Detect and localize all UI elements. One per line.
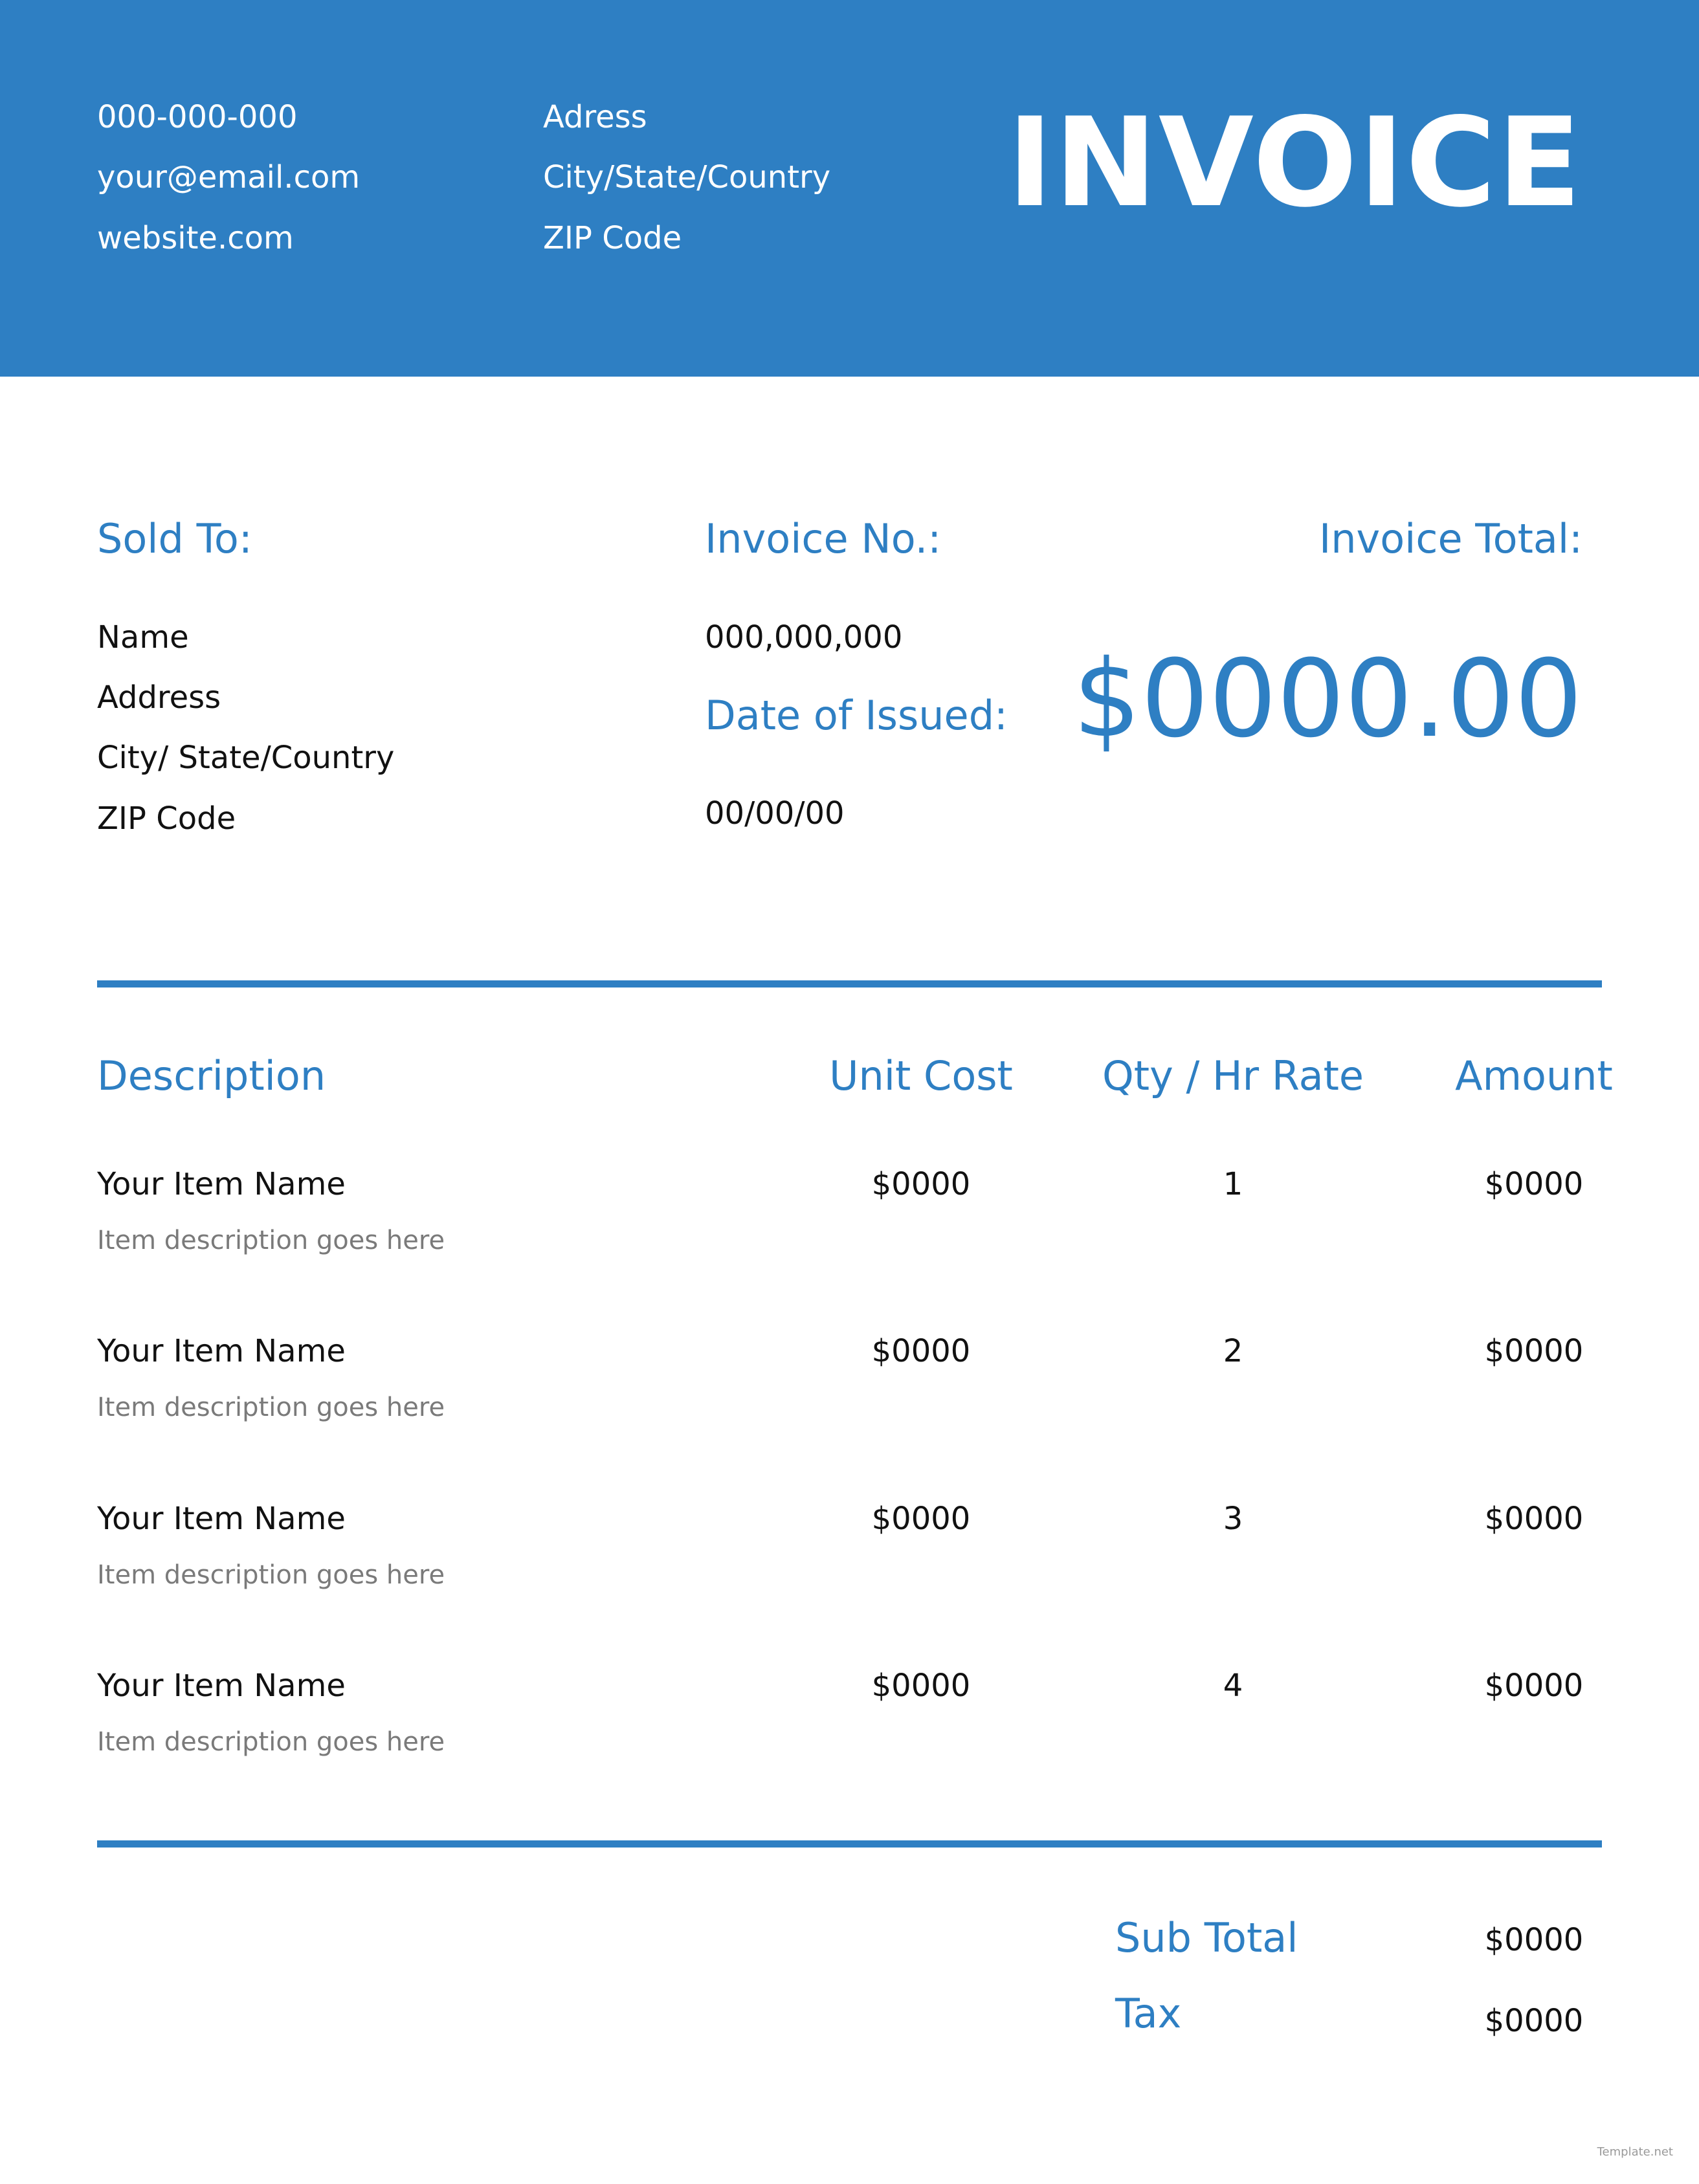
table-row-qty: 2 [1223,1333,1243,1369]
sold-to-city: City/ State/Country [97,740,395,776]
table-row-item-description: Item description goes here [97,1727,445,1757]
column-header-amount: Amount [1455,1052,1613,1099]
invoice-title: INVOICE [1007,91,1582,234]
table-row-unit-cost: $0000 [871,1166,971,1202]
table-row-amount: $0000 [1484,1668,1584,1704]
table-row-item-name: Your Item Name [97,1333,346,1369]
header-website: website.com [97,220,294,256]
table-row-qty: 4 [1223,1668,1243,1704]
tax-label: Tax [1115,1990,1182,2037]
table-row-qty: 3 [1223,1501,1243,1537]
date-issued: 00/00/00 [705,795,845,832]
table-row-item-name: Your Item Name [97,1501,346,1537]
watermark: Template.net [1597,2145,1673,2159]
table-row-item-description: Item description goes here [97,1226,445,1255]
tax-value: $0000 [1484,2003,1584,2039]
header-address: Adress [543,99,647,135]
table-row-item-name: Your Item Name [97,1668,346,1704]
table-bottom-divider [97,1840,1602,1848]
sold-to-label: Sold To: [97,515,252,562]
header-zip: ZIP Code [543,220,682,256]
invoice-total-amount: $0000.00 [1072,637,1582,761]
invoice-number: 000,000,000 [705,619,903,656]
table-row-item-name: Your Item Name [97,1166,346,1202]
sold-to-address: Address [97,679,221,716]
column-header-unit-cost: Unit Cost [829,1052,1013,1099]
subtotal-label: Sub Total [1115,1914,1298,1961]
sold-to-zip: ZIP Code [97,800,236,837]
header-email: your@email.com [97,159,361,195]
table-row-unit-cost: $0000 [871,1501,971,1537]
table-row-amount: $0000 [1484,1333,1584,1369]
invoice-total-label: Invoice Total: [1318,515,1582,562]
table-row-unit-cost: $0000 [871,1333,971,1369]
date-issued-label: Date of Issued: [705,692,1008,739]
table-row-amount: $0000 [1484,1501,1584,1537]
table-row-qty: 1 [1223,1166,1243,1202]
table-row-unit-cost: $0000 [871,1668,971,1704]
table-row-amount: $0000 [1484,1166,1584,1202]
column-header-qty: Qty / Hr Rate [1102,1052,1364,1099]
invoice-number-label: Invoice No.: [705,515,942,562]
column-header-description: Description [97,1052,326,1099]
header-city: City/State/Country [543,159,831,195]
table-top-divider [97,980,1602,987]
subtotal-value: $0000 [1484,1922,1584,1958]
header-phone: 000-000-000 [97,99,298,135]
table-row-item-description: Item description goes here [97,1393,445,1422]
sold-to-name: Name [97,619,189,656]
table-row-item-description: Item description goes here [97,1560,445,1590]
